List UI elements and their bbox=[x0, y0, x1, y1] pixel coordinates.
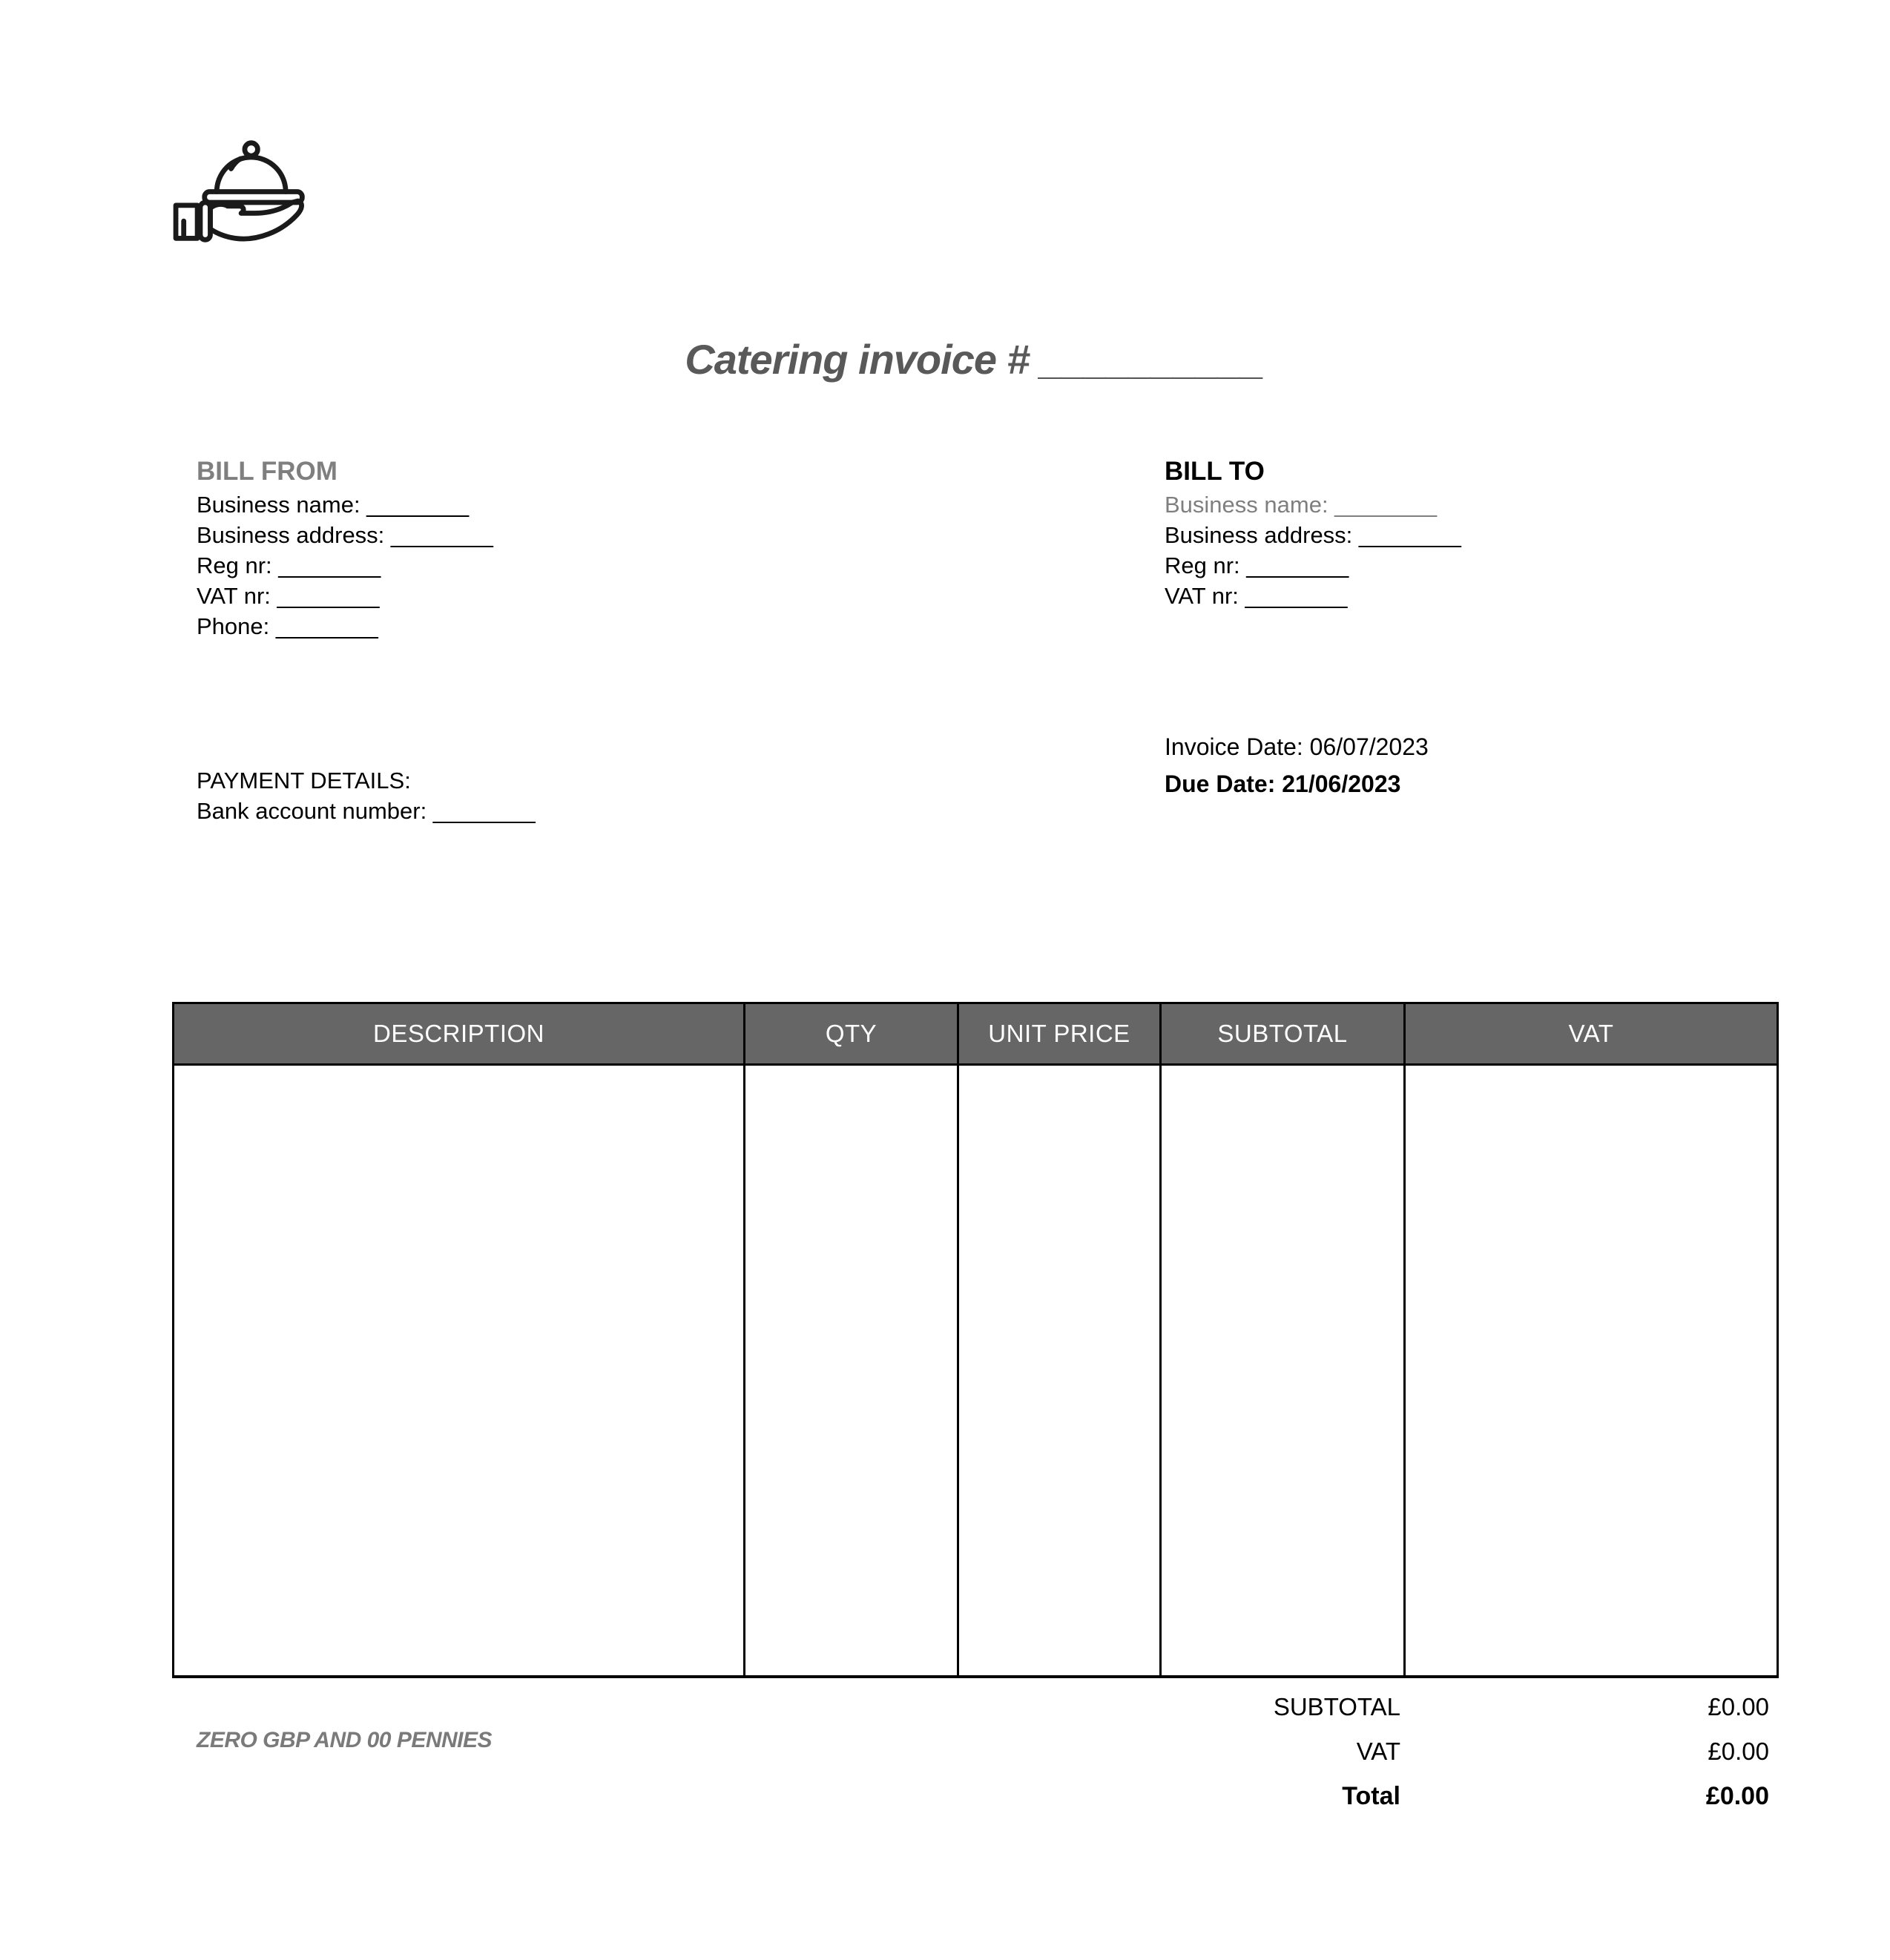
table-empty-row bbox=[174, 1065, 1778, 1677]
table-header-row bbox=[174, 1003, 1778, 1065]
total-value: £0.00 bbox=[1705, 1781, 1769, 1810]
bill-from-reg-nr: Reg nr: ________ bbox=[197, 552, 381, 578]
table-header-qty: QTY bbox=[745, 1003, 958, 1065]
bill-to-vat-nr: VAT nr: ________ bbox=[1165, 583, 1348, 609]
cloche-knob bbox=[245, 143, 257, 156]
bill-to-heading: BILL TO bbox=[1165, 457, 1265, 486]
vat-value: £0.00 bbox=[1708, 1738, 1769, 1765]
bill-from-business-name: Business name: ________ bbox=[197, 492, 470, 518]
bill-from-phone: Phone: ________ bbox=[197, 613, 378, 639]
dates-section bbox=[1165, 728, 1429, 802]
summary-row-total bbox=[172, 1774, 1777, 1818]
payment-details-heading: PAYMENT DETAILS: bbox=[197, 768, 411, 793]
subtotal-label: SUBTOTAL bbox=[1273, 1693, 1400, 1720]
page-title: Catering invoice # __________ bbox=[685, 336, 1264, 383]
invoice-date: Invoice Date: 06/07/2023 bbox=[1165, 733, 1429, 760]
bill-from-business-address: Business address: ________ bbox=[197, 522, 493, 548]
cloche-dome bbox=[217, 157, 286, 191]
hand bbox=[211, 201, 302, 239]
cell-unit-price bbox=[958, 1065, 1161, 1677]
bill-to-business-address: Business address: ________ bbox=[1165, 522, 1461, 548]
sleeve-cuff bbox=[176, 205, 197, 239]
table-header-subtotal: SUBTOTAL bbox=[1161, 1003, 1405, 1065]
cell-vat bbox=[1405, 1065, 1778, 1677]
cell-qty bbox=[745, 1065, 958, 1677]
table-header-vat: VAT bbox=[1405, 1003, 1778, 1065]
total-label: Total bbox=[1342, 1781, 1400, 1810]
serving-tray bbox=[205, 191, 303, 202]
bill-to-reg-nr: Reg nr: ________ bbox=[1165, 552, 1349, 578]
table-header-description: DESCRIPTION bbox=[174, 1003, 745, 1065]
vat-label: VAT bbox=[1356, 1738, 1400, 1765]
bill-from-section bbox=[197, 454, 493, 641]
cell-subtotal bbox=[1161, 1065, 1405, 1677]
payment-details-section bbox=[197, 765, 536, 826]
due-date: Due Date: 21/06/2023 bbox=[1165, 771, 1401, 797]
catering-dish-icon bbox=[168, 136, 320, 247]
bill-to-section bbox=[1165, 454, 1461, 611]
bill-from-heading: BILL FROM bbox=[197, 457, 338, 486]
amount-in-words: ZERO GBP AND 00 PENNIES bbox=[197, 1728, 493, 1752]
bill-to-business-name: Business name: ________ bbox=[1165, 492, 1438, 518]
line-items-table bbox=[172, 1002, 1779, 1678]
bank-account-number: Bank account number: ________ bbox=[197, 798, 536, 824]
bill-from-vat-nr: VAT nr: ________ bbox=[197, 583, 380, 609]
cell-description bbox=[174, 1065, 745, 1677]
summary-row-subtotal bbox=[172, 1685, 1777, 1729]
subtotal-value: £0.00 bbox=[1708, 1693, 1769, 1720]
table-header-unit-price: UNIT PRICE bbox=[958, 1003, 1161, 1065]
